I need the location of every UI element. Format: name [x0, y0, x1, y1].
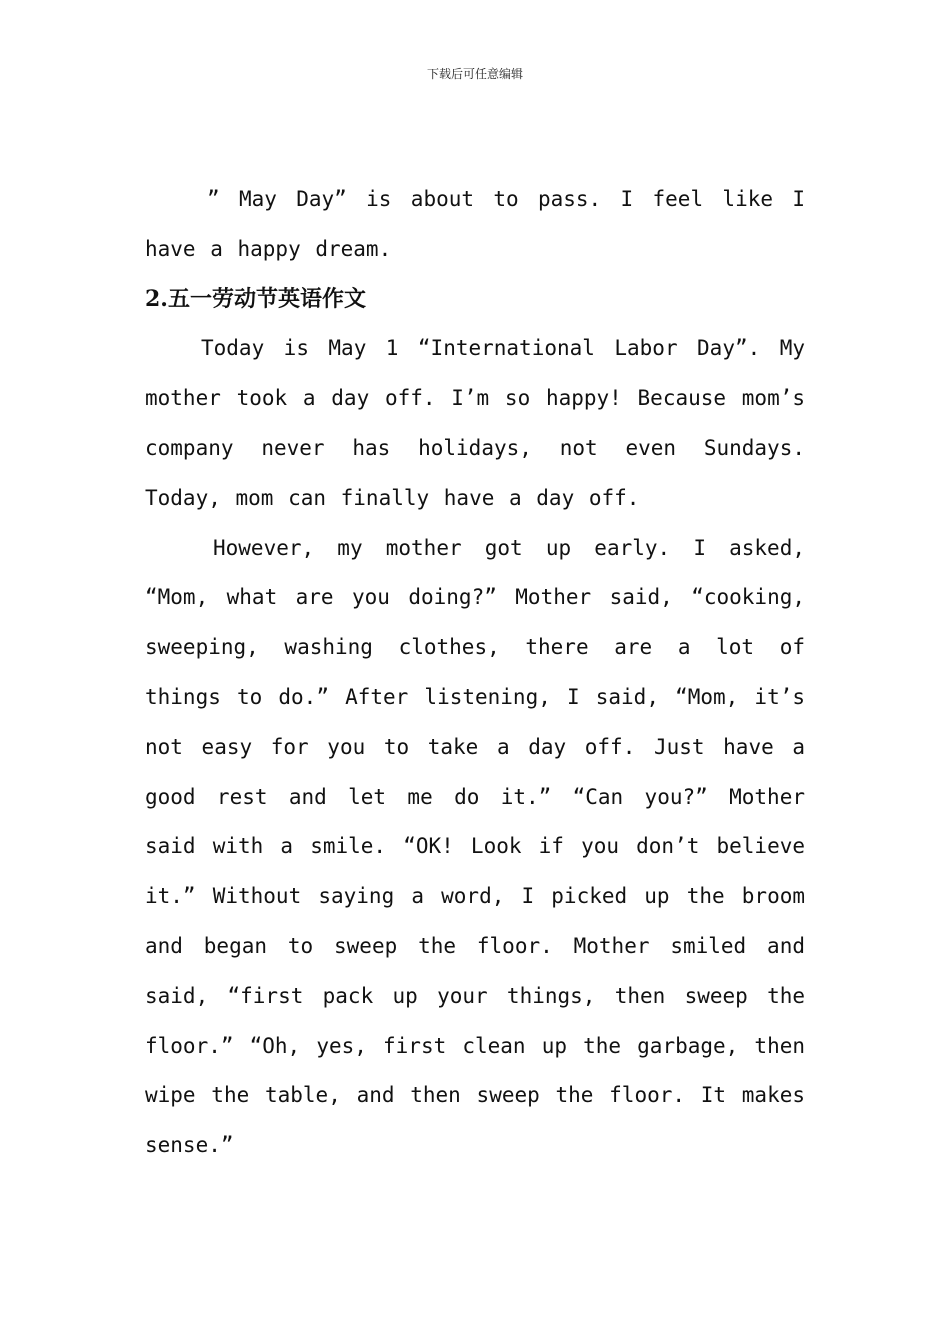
paragraph-housework-story: However, my mother got up early. I asked, “Mom, what are you doing?” Mother said, “cooking, sweeping, washing clothes, there are a lot of things to do.” After listening, I said, “Mom, it’s not easy for you to take a day off. Just have a good rest and let me do it.” “Can you?” Mother said with a smile. “OK! Look if you don’t believe it.” Without saying a word, I picked up the broom and began to sweep the floor. Mother smiled and said, “first pack up your things, then sweep the floor.” “Oh, yes, first clean up the garbage, then wipe the table, and then sweep the floor. It makes sense.” [145, 535, 805, 1158]
paragraph-may-day-ending: ” May Day” is about to pass. I feel like I have a happy dream. [145, 187, 805, 261]
page-header-note: 下载后可任意编辑 [426, 67, 523, 81]
paragraph-labor-day-intro: Today is May 1 “International Labor Day”. My mother took a day off. I’m so happy! Because mom’s company never has holidays, not even Sundays. Today, mom can finally have a day off. [145, 336, 805, 510]
document-body [145, 175, 805, 1171]
section-heading: 2.五一劳动节英语作文 [145, 285, 366, 312]
